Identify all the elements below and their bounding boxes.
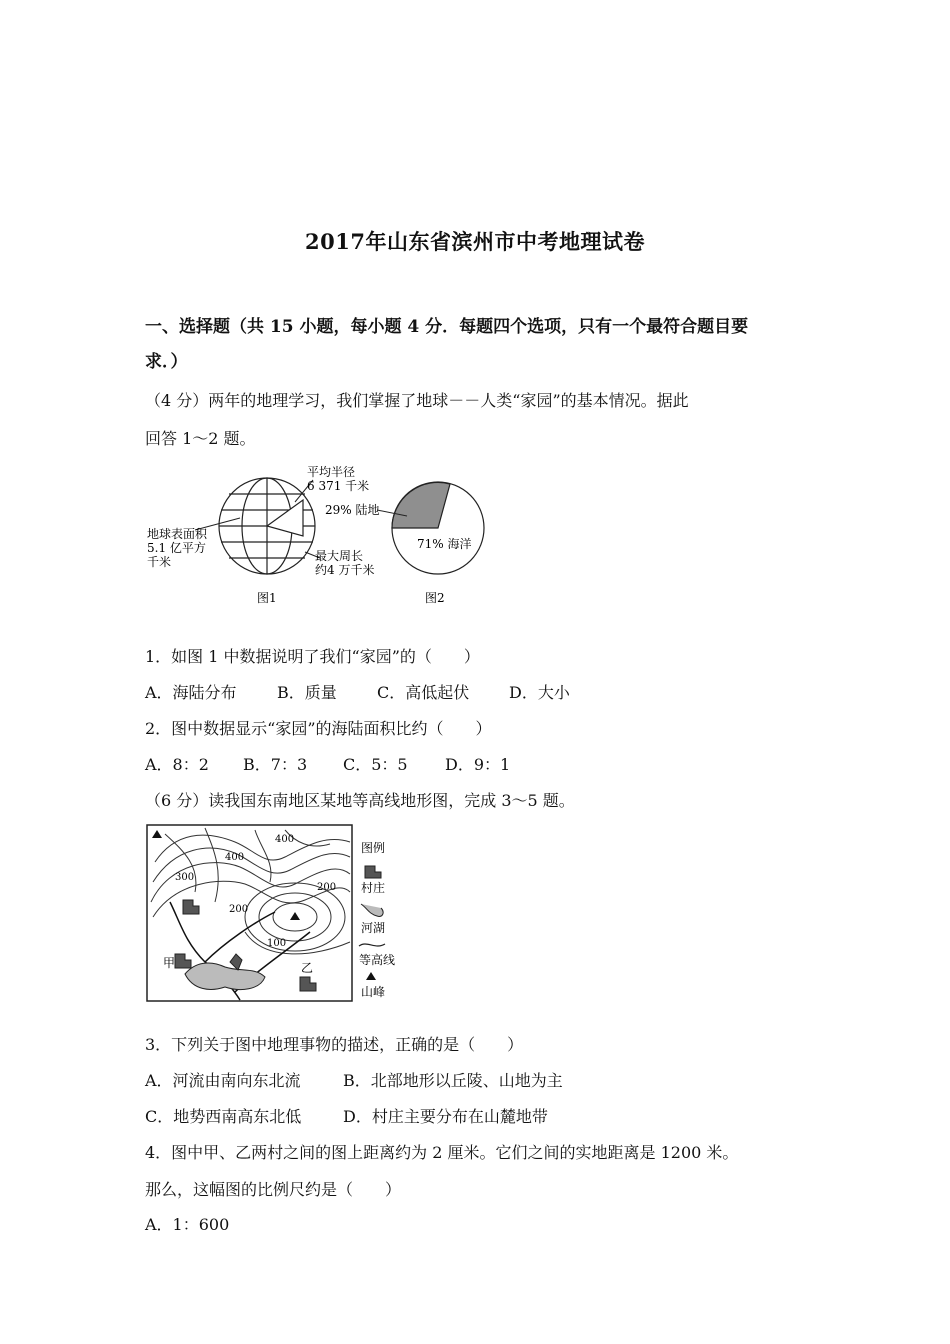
group1-intro-line1: （4 分）两年的地理学习，我们掌握了地球－－人类“家园”的基本情况。据此 [145,391,689,410]
question-1-option-c[interactable]: C．高低起伏 [377,683,470,702]
earth-figure [145,460,490,610]
legend-village-label: 村庄 [361,881,386,895]
question-4-stem-line2: 那么，这幅图的比例尺约是（ ） [145,1180,402,1199]
globe-icon [219,478,315,574]
page-title: 2017年山东省滨州市中考地理试卷 [305,229,645,254]
section-heading [145,310,815,380]
legend-title: 图例 [361,841,386,855]
question-3-option-c[interactable]: C．地势西南高东北低 [145,1107,302,1126]
radius-label-2: 6 371 千米 [307,479,370,493]
legend-river-icon [361,904,383,916]
legend-contour-icon [359,944,385,946]
question-1-option-d[interactable]: D．大小 [509,683,570,702]
contour-label-100: 100 [267,938,287,949]
legend-contour-label: 等高线 [359,953,396,967]
land-ocean-pie [392,482,484,574]
section-heading-line2: 求．） [145,352,188,372]
circum-label-1: 最大周长 [315,549,364,563]
question-3-stem: 3．下列关于图中地理事物的描述，正确的是（ ） [145,1035,524,1054]
question-4-option-a[interactable]: A．1：600 [145,1215,230,1234]
question-4-stem-line1: 4．图中甲、乙两村之间的图上距离约为 2 厘米。它们之间的实地距离是 1200 米。 [145,1143,739,1162]
fig1-label: 图1 [257,591,277,605]
question-1-option-b[interactable]: B．质量 [277,683,337,702]
contour-label-400b: 400 [275,834,295,845]
question-3-option-d[interactable]: D．村庄主要分布在山麓地带 [343,1107,548,1126]
question-2-stem: 2．图中数据显示“家园”的海陆面积比约（ ） [145,719,492,738]
radius-label-1: 平均半径 [307,465,356,479]
group2-intro: （6 分）读我国东南地区某地等高线地形图，完成 3～5 题。 [145,791,575,810]
question-2-options [145,752,510,775]
question-3-option-a[interactable]: A．河流由南向东北流 [145,1071,301,1090]
contour-label-400a: 400 [225,852,245,863]
village-label-jia: 甲 [163,956,176,970]
fig2-label: 图2 [425,591,445,605]
question-1-stem: 1．如图 1 中数据说明了我们“家园”的（ ） [145,647,480,666]
area-label-3: 千米 [147,555,172,569]
question-2-option-c[interactable]: C．5：5 [343,755,408,774]
question-2-option-b[interactable]: B．7：3 [243,755,308,774]
question-1-options [145,680,570,703]
group1-intro-line2: 回答 1～2 题。 [145,429,256,448]
legend-peak-icon [366,972,376,980]
land-label: 29% 陆地 [325,503,380,517]
legend-peak-label: 山峰 [361,985,386,999]
section-heading-line1: 一、选择题（共 15 小题，每小题 4 分．每题四个选项，只有一个最符合题目要 [145,317,749,337]
question-1-option-a[interactable]: A．海陆分布 [145,683,237,702]
area-label-2: 5.1 亿平方 [147,541,206,555]
contour-label-200a: 200 [229,904,249,915]
area-label-1: 地球表面积 [147,527,208,541]
contour-map [145,822,405,1004]
legend-river-label: 河湖 [361,921,386,935]
contour-label-200b: 200 [317,882,337,893]
village-label-yi: 乙 [301,961,314,975]
question-3-options-row1 [145,1068,563,1091]
question-3-option-b[interactable]: B．北部地形以丘陵、山地为主 [343,1071,563,1090]
circum-label-2: 约4 万千米 [315,563,375,577]
question-2-option-d[interactable]: D．9：1 [445,755,511,774]
legend-village-icon [365,866,381,878]
contour-label-300: 300 [175,872,195,883]
question-3-options-row2 [145,1104,548,1127]
question-2-option-a[interactable]: A．8：2 [145,755,209,774]
ocean-label: 71% 海洋 [417,537,472,551]
